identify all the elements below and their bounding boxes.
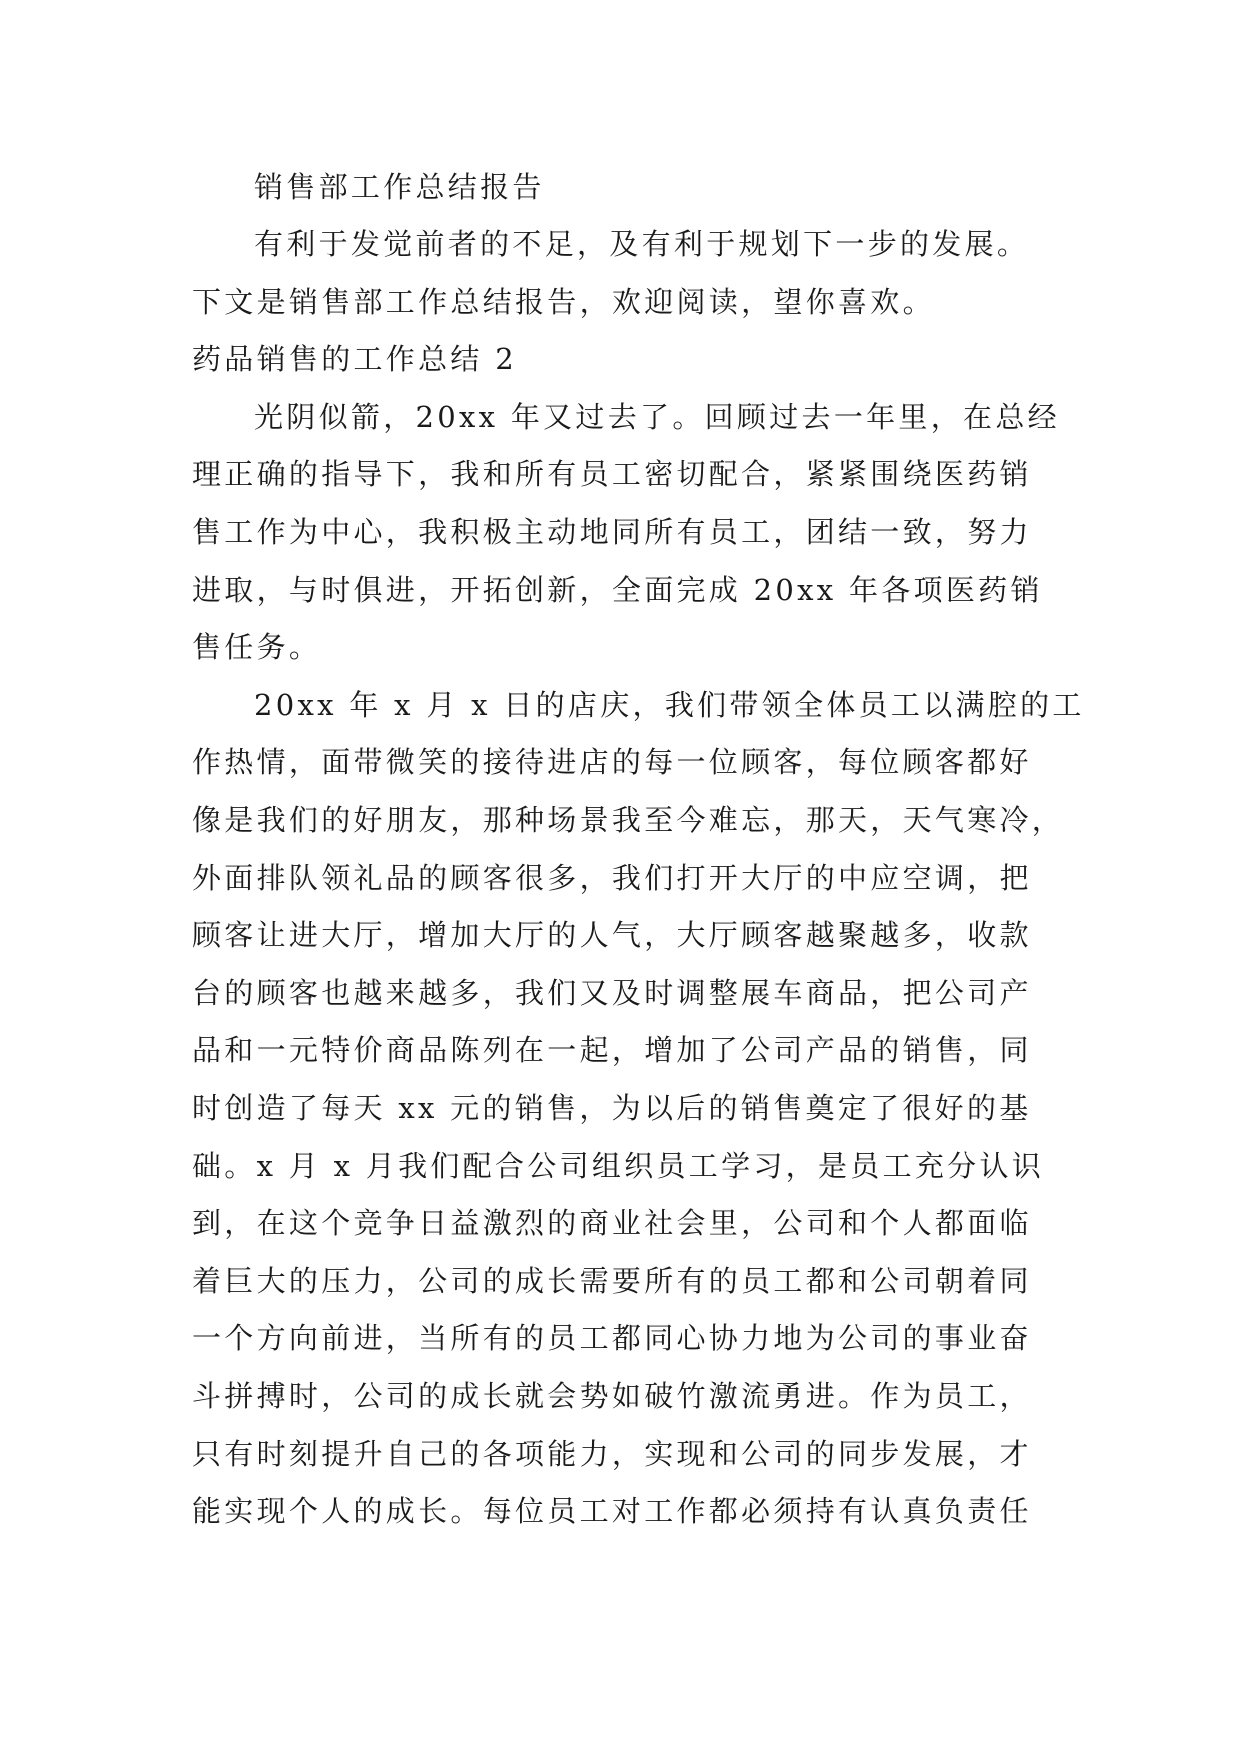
intro-line: 有利于发觉前者的不足，及有利于规划下一步的发展。 <box>254 227 1030 261</box>
paragraph-line: 到，在这个竞争日益激烈的商业社会里，公司和个人都面临 <box>192 1206 1032 1240</box>
paragraph-line: 售任务。 <box>192 630 322 664</box>
paragraph-line: 顾客让进大厅，增加大厅的人气，大厅顾客越聚越多，收款 <box>192 918 1032 952</box>
document-title: 销售部工作总结报告 <box>254 170 545 204</box>
paragraph-line: 像是我们的好朋友，那种场景我至今难忘，那天，天气寒冷， <box>192 803 1065 837</box>
paragraph-line: 光阴似箭，20xx 年又过去了。回顾过去一年里，在总经 <box>254 400 1060 434</box>
paragraph-line: 外面排队领礼品的顾客很多，我们打开大厅的中应空调，把 <box>192 861 1032 895</box>
paragraph-line: 售工作为中心，我积极主动地同所有员工，团结一致，努力 <box>192 515 1032 549</box>
paragraph-line: 础。x 月 x 月我们配合公司组织员工学习，是员工充分认识 <box>192 1149 1045 1183</box>
paragraph-line: 时创造了每天 xx 元的销售，为以后的销售奠定了很好的基 <box>192 1091 1032 1125</box>
paragraph-line: 进取，与时俱进，开拓创新，全面完成 20xx 年各项医药销 <box>192 573 1043 607</box>
paragraph-line: 作热情，面带微笑的接待进店的每一位顾客，每位顾客都好 <box>192 745 1032 779</box>
paragraph-line: 斗拼搏时，公司的成长就会势如破竹激流勇进。作为员工， <box>192 1379 1032 1413</box>
paragraph-line: 只有时刻提升自己的各项能力，实现和公司的同步发展，才 <box>192 1437 1032 1471</box>
intro-line: 下文是销售部工作总结报告，欢迎阅读，望你喜欢。 <box>192 285 935 319</box>
section-heading: 药品销售的工作总结 2 <box>192 342 517 376</box>
paragraph-line: 台的顾客也越来越多，我们又及时调整展车商品，把公司产 <box>192 976 1032 1010</box>
paragraph-line: 着巨大的压力，公司的成长需要所有的员工都和公司朝着同 <box>192 1264 1032 1298</box>
paragraph-line: 理正确的指导下，我和所有员工密切配合，紧紧围绕医药销 <box>192 457 1032 491</box>
paragraph-line: 品和一元特价商品陈列在一起，增加了公司产品的销售，同 <box>192 1033 1032 1067</box>
paragraph-line: 能实现个人的成长。每位员工对工作都必须持有认真负责任 <box>192 1494 1032 1528</box>
paragraph-line: 20xx 年 x 月 x 日的店庆，我们带领全体员工以满腔的工 <box>254 688 1085 722</box>
paragraph-line: 一个方向前进，当所有的员工都同心协力地为公司的事业奋 <box>192 1321 1032 1355</box>
